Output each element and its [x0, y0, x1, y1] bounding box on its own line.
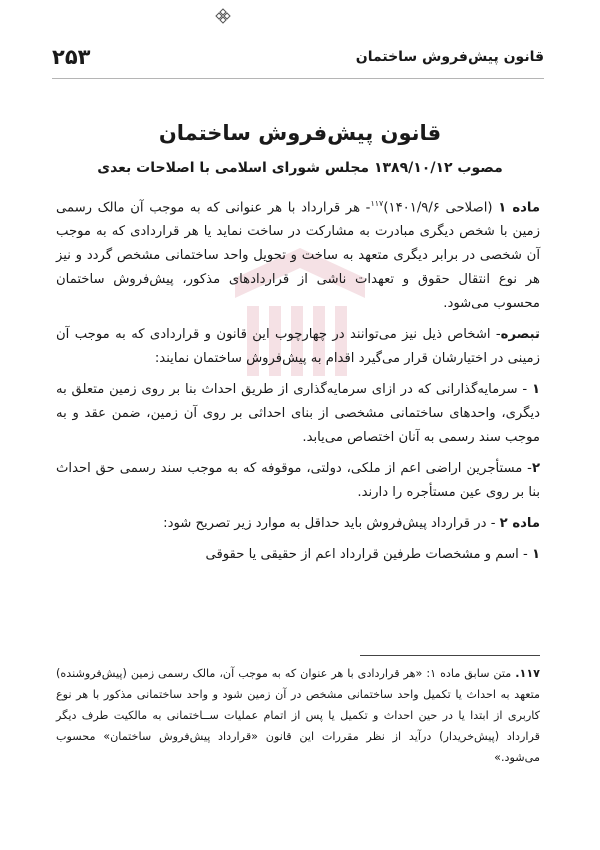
- article-1-text: - هر قرارداد با هر عنوانی که به موجب آن مالک رسمی زمین با شخص دیگری مبادرت به مشارکت در ساخت نماید یا هر قراردادی که به موجب آن شخصی در برابر دیگری متعهد به ساخت و تحویل واحد ساختمانی مشخص گردد و نیز هر نوع انتقال حقوق و تعهدات ناشی از قراردادهای مذکور، پیش‌فروش ساختمان محسوب می‌شود.: [56, 200, 540, 312]
- article-2-item-1-text: - اسم و مشخصات طرفین قرارداد اعم از حقیقی یا حقوقی: [205, 547, 532, 563]
- running-header: [52, 40, 544, 74]
- article-1-amendment: (اصلاحی ۱۴۰۱/۹/۶): [383, 200, 499, 216]
- article-2: [56, 512, 540, 536]
- clause-1-label: ۱: [531, 382, 540, 398]
- footnote-divider: [360, 655, 540, 656]
- clause-1-text: - سرمایه‌گذارانی که در ازای سرمایه‌گذاری از طریق احداث بنا بر روی زمین متعلق به دیگری، واحدهای ساختمانی مشخصی از بنای احداثی بر روی آن زمین، ضمن عقد و به موجب سند رسمی به آنان اختصاص می‌یابد.: [56, 382, 540, 446]
- article-1-label: ماده ۱: [498, 200, 541, 216]
- page-title: قانون پیش‌فروش ساختمان: [158, 121, 442, 145]
- note-text: - اشخاص ذیل نیز می‌توانند در چهارچوب این قانون و قراردادی که به موجب آن زمینی در اختیارشان قرار می‌گیرد اقدام به پیش‌فروش ساختمان نمایند:: [56, 327, 540, 367]
- clause-1: [56, 378, 540, 450]
- note-label: تبصره: [500, 327, 540, 343]
- note: [56, 323, 540, 371]
- article-2-item-1-label: ۱: [531, 547, 540, 563]
- footnote-text: متن سابق ماده ۱: «هر قراردادی با هر عنوان که به موجب آن، مالک رسمی زمین (پیش‌فروشنده) متعهد به احداث یا تکمیل واحد ساختمانی مشخص در آن زمین شود و واحد ساختمانی مذکور با هر نوع کاربری از ابتدا یا در حین احداث و تکمیل یا پس از اتمام عملیات ســاختمانی به مالکیت طرف دیگر قرارداد (پیش‌خریدار) درآید از نظر مقررات این قانون «قرارداد پیش‌فروش ساختمان» محسوب می‌شود.»: [56, 667, 540, 764]
- footnote-number: ۱۱۷.: [515, 667, 540, 680]
- diamond-ornament-icon: [215, 8, 231, 24]
- header-divider: [52, 78, 544, 79]
- body-text: [56, 192, 540, 574]
- running-title: قانون پیش‌فروش ساختمان: [355, 49, 544, 65]
- clause-2: [56, 457, 540, 505]
- footnote-reference[interactable]: ۱۱۷: [370, 199, 384, 208]
- page-subtitle: مصوب ۱۳۸۹/۱۰/۱۲ مجلس شورای اسلامی با اصلاحات بعدی: [97, 160, 503, 176]
- article-2-item-1: [56, 543, 540, 567]
- article-1: [56, 192, 540, 316]
- footnote: [56, 663, 540, 768]
- clause-2-text: - مستأجرین اراضی اعم از ملکی، دولتی، موقوفه که به موجب سند رسمی حق احداث بنا بر روی عین مستأجره را دارند.: [56, 461, 540, 501]
- page-number: ۲۵۳: [52, 45, 91, 69]
- article-2-text: - در قرارداد پیش‌فروش باید حداقل به موارد زیر تصریح شود:: [163, 516, 500, 532]
- clause-2-label: ۲: [531, 461, 540, 477]
- article-2-label: ماده ۲: [499, 516, 540, 532]
